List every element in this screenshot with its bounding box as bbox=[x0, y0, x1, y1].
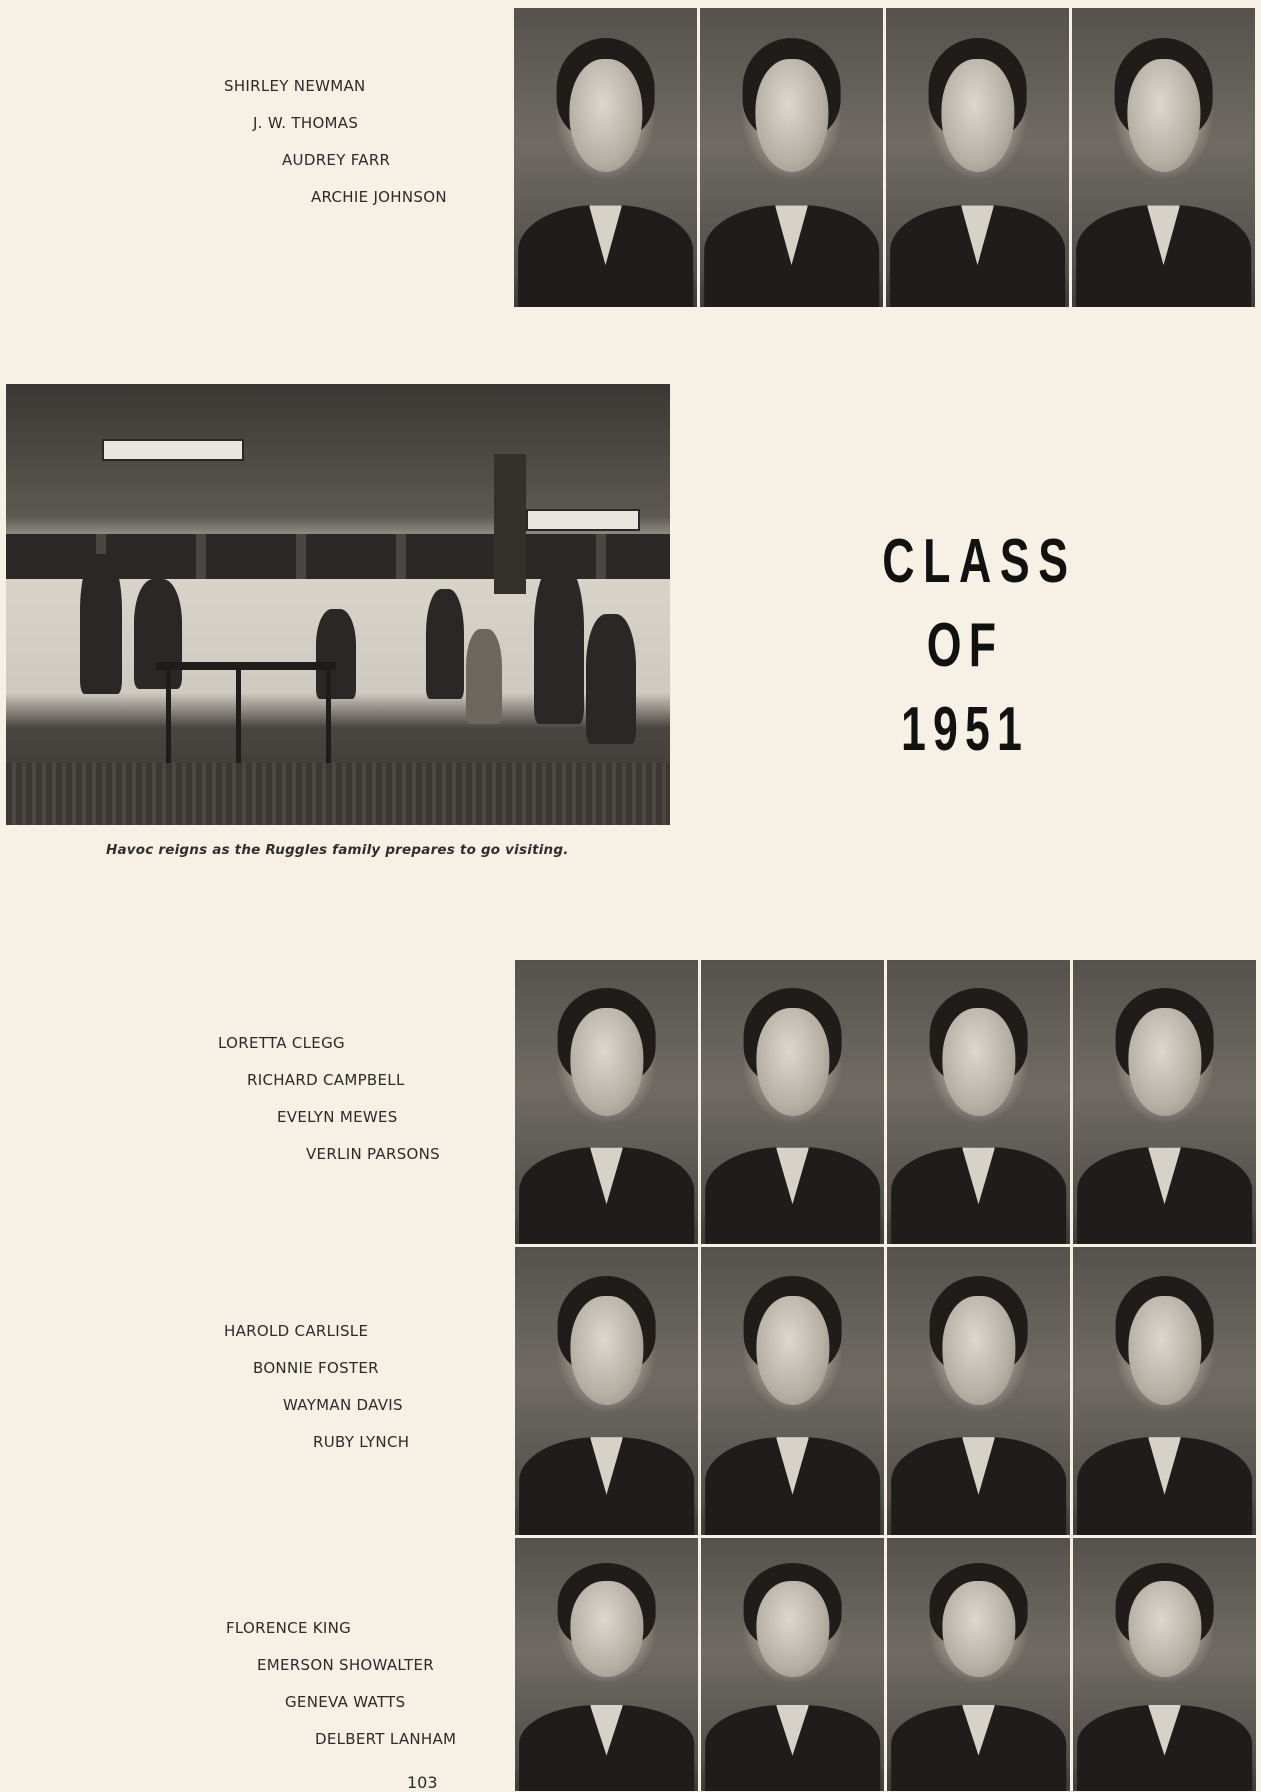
student-portrait bbox=[701, 1538, 884, 1791]
portrait-row-2 bbox=[515, 960, 1256, 1244]
student-name: DELBERT LANHAM bbox=[315, 1730, 457, 1748]
portrait-row-4 bbox=[515, 1538, 1256, 1791]
student-name: FLORENCE KING bbox=[226, 1619, 352, 1637]
portrait-row-3 bbox=[515, 1247, 1256, 1535]
student-portrait bbox=[887, 1538, 1070, 1791]
student-name: RUBY LYNCH bbox=[313, 1433, 410, 1451]
student-portrait bbox=[1073, 960, 1256, 1244]
student-name: SHIRLEY NEWMAN bbox=[224, 77, 366, 95]
student-name: EMERSON SHOWALTER bbox=[257, 1656, 434, 1674]
student-portrait bbox=[887, 1247, 1070, 1535]
student-portrait bbox=[1073, 1538, 1256, 1791]
student-portrait bbox=[515, 1247, 698, 1535]
student-portrait bbox=[1072, 8, 1255, 307]
student-name: VERLIN PARSONS bbox=[306, 1145, 440, 1163]
name-list-group-4 bbox=[226, 1618, 456, 1766]
student-portrait bbox=[887, 960, 1070, 1244]
student-portrait bbox=[514, 8, 697, 307]
name-list-group-2 bbox=[218, 1033, 440, 1181]
student-portrait bbox=[700, 8, 883, 307]
title-line-2: OF 1951 bbox=[900, 611, 1030, 764]
stage-play-photo bbox=[6, 384, 670, 825]
student-name: HAROLD CARLISLE bbox=[224, 1322, 369, 1340]
student-name: EVELYN MEWES bbox=[277, 1108, 398, 1126]
student-portrait bbox=[701, 960, 884, 1244]
page-number: 103 bbox=[407, 1773, 438, 1792]
student-portrait bbox=[701, 1247, 884, 1535]
student-name: AUDREY FARR bbox=[282, 151, 391, 169]
student-name: BONNIE FOSTER bbox=[253, 1359, 379, 1377]
photo-caption: Havoc reigns as the Ruggles family prepares to go visiting. bbox=[106, 842, 569, 858]
name-list-group-1 bbox=[224, 76, 447, 224]
student-portrait bbox=[515, 1538, 698, 1791]
student-name: J. W. THOMAS bbox=[253, 114, 359, 132]
student-name: LORETTA CLEGG bbox=[218, 1034, 345, 1052]
page-title bbox=[882, 520, 1077, 772]
student-portrait bbox=[1073, 1247, 1256, 1535]
student-name: RICHARD CAMPBELL bbox=[247, 1071, 405, 1089]
student-name: ARCHIE JOHNSON bbox=[311, 188, 447, 206]
student-name: WAYMAN DAVIS bbox=[283, 1396, 403, 1414]
student-portrait bbox=[886, 8, 1069, 307]
title-line-1: CLASS bbox=[882, 527, 1077, 596]
portrait-row-1 bbox=[514, 8, 1255, 307]
name-list-group-3 bbox=[224, 1321, 409, 1469]
student-name: GENEVA WATTS bbox=[285, 1693, 406, 1711]
student-portrait bbox=[515, 960, 698, 1244]
